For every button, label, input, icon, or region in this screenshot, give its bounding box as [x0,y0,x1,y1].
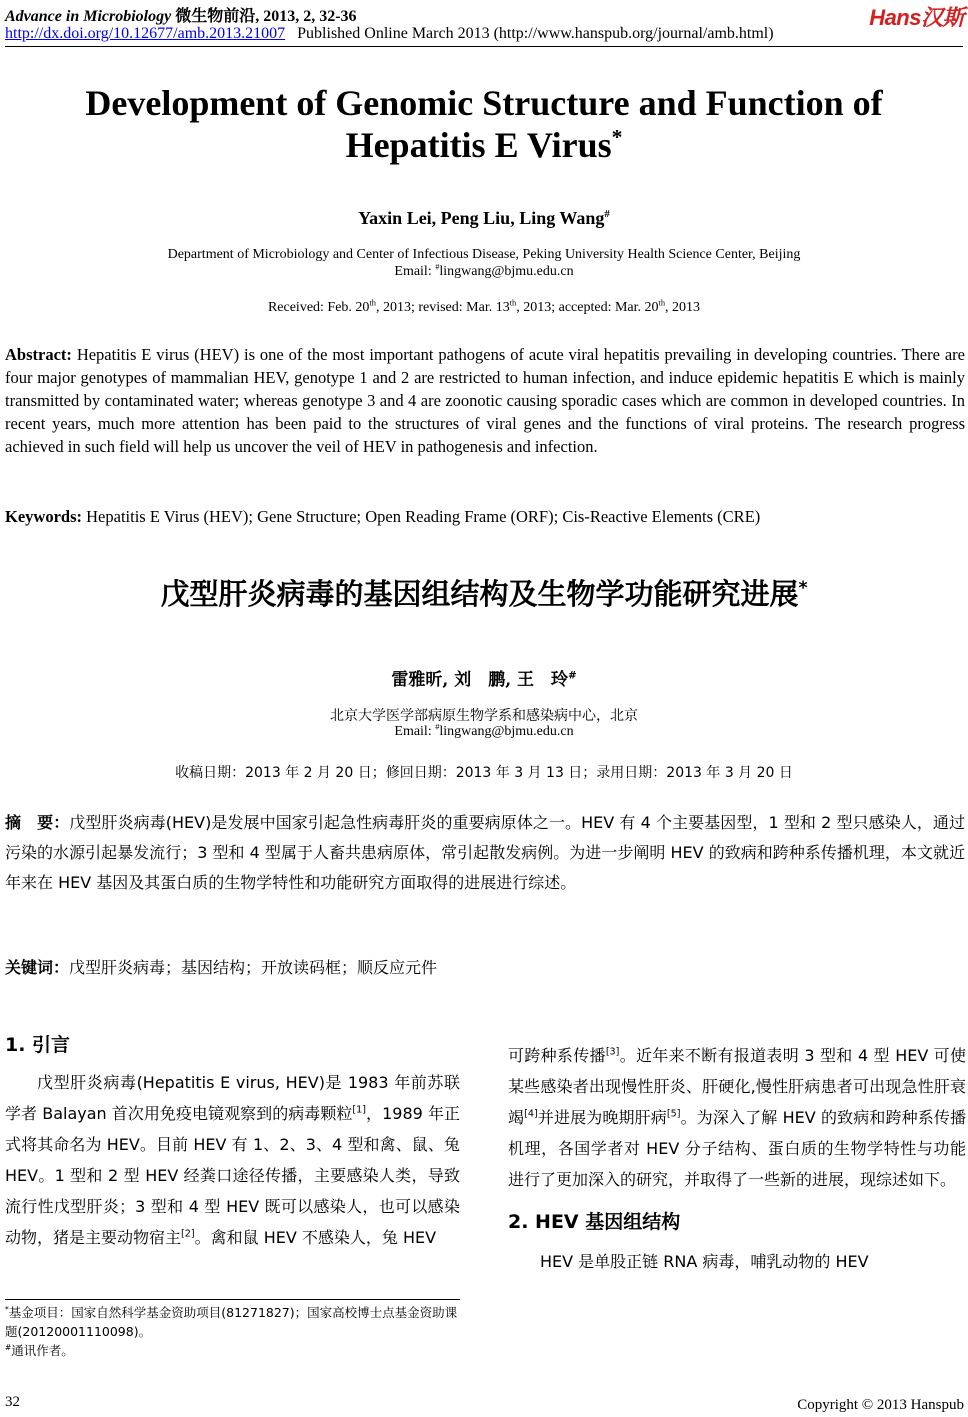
footnote-corresponding: #通讯作者。 [5,1342,74,1358]
keywords-cn-text: 戊型肝炎病毒；基因结构；开放读码框；顺反应元件 [69,958,438,977]
section-1-heading: 1. 引言 [5,1034,71,1056]
paper-title-cn: 戊型肝炎病毒的基因组结构及生物学功能研究进展* [160,577,808,611]
section-2-heading: 2. HEV 基因组结构 [508,1211,681,1233]
journal-name-cn: 微生物前沿, 2013, 2, 32-36 [175,8,357,25]
received-dates: Received: Feb. 20th, 2013; revised: Mar. 13th, 2013; accepted: Mar. 20th, 2013 [267,298,701,315]
email-line-cn: Email: #lingwang@bjmu.edu.cn [394,722,574,739]
abstract-cn-text: 戊型肝炎病毒(HEV)是发展中国家引起急性病毒肝炎的重要病原体之一。HEV 有 4 个主要基因型，1 型和 2 型只感染人，通过污染的水源引起暴发流行；3 型和 4 型属于人畜共患病原体，常引起散发病例。为进一步阐明 HEV 的致病和跨种系传播机理，本文就近年来在 HEV 基因及其蛋白质的生物学特性和功能研究方面取得的进展进行综述。 [5,813,965,892]
section-1-continued: 可跨种系传播[3]。近年来不断有报道表明 3 型和 4 型 HEV 可使某些感染者出现慢性肝炎、肝硬化,慢性肝病患者可出现急性肝衰竭[4]并进展为晚期肝病[5]。为深入了解 HEV 的致病和跨种系传播机理，各国学者对 HEV 分子结构、蛋白质的生物学特性与功能进行了更加深入的研究，并取得了一些新的进展，现综述如下。 [508,1046,966,1189]
copyright: Copyright © 2013 Hanspub [797,1397,964,1413]
abstract-label: Abstract: [5,345,72,364]
abstract-en [5,343,965,458]
published-online: Published Online March 2013 (http://www.hanspub.org/journal/amb.html) [297,25,774,42]
right-column [508,1040,966,1277]
hanspub-logo: Hans汉斯 [869,5,964,30]
paper-title [0,82,968,166]
header-rule [5,46,963,47]
affiliation-cn: 北京大学医学部病原生物学系和感染病中心，北京 [330,708,638,724]
footnotes [5,1303,460,1360]
section-1 [5,1030,460,1253]
journal-name-en: Advance in Microbiology [5,8,172,25]
title-line-2: Hepatitis E Virus* [345,125,623,165]
abstract-cn [5,808,965,898]
footnote-fund: *基金项目：国家自然科学基金资助项目(81271827)；国家高校博士点基金资助课题(20120001110098)。 [5,1304,458,1339]
footnote-rule [5,1299,460,1300]
citation-4: [4] [524,1108,538,1120]
citation-3: [3] [605,1046,620,1058]
keywords-cn-label: 关键词： [5,958,70,977]
journal-header [5,3,357,26]
section-2-paragraph: HEV 是单股正链 RNA 病毒，哺乳动物的 HEV [540,1252,869,1271]
section-1-paragraph: 戊型肝炎病毒(Hepatitis E virus, HEV)是 1983 年前苏联学者 Balayan 首次用免疫电镜观察到的病毒颗粒[1]，1989 年正式将其命名为 HEV。目前 HEV 有 1、2、3、4 型和禽、鼠、兔 HEV。1 型和 2 型 HEV 经粪口途径传播，主要感染人类，导致流行性戊型肝炎；3 型和 4 型 HEV 既可以感染人，也可以感染动物，猪是主要动物宿主[2]。禽和鼠 HEV 不感染人，兔 HEV [5,1073,460,1247]
email-address: lingwang@bjmu.edu.cn [439,264,574,279]
affiliation: Department of Microbiology and Center of Infectious Disease, Peking University Health Science Center, Beijing [167,247,801,262]
page-number: 32 [5,1394,20,1410]
keywords-label: Keywords: [5,507,82,526]
citation-1: [1] [352,1104,367,1116]
doi-link[interactable]: http://dx.doi.org/10.12677/amb.2013.21007 [5,25,286,42]
authors: Yaxin Lei, Peng Liu, Ling Wang# [358,208,610,228]
email-line: Email: #lingwang@bjmu.edu.cn [394,262,574,279]
abstract-cn-label: 摘 要： [5,813,70,832]
title-line-1: Development of Genomic Structure and Function of [85,83,883,123]
keywords-en [5,505,965,528]
received-dates-cn: 收稿日期：2013 年 2 月 20 日；修回日期：2013 年 3 月 13 日；录用日期：2013 年 3 月 20 日 [175,765,793,781]
citation-5: [5] [666,1108,681,1120]
authors-cn: 雷雅昕, 刘 鹏, 王 玲# [391,669,577,690]
citation-2: [2] [181,1228,195,1240]
abstract-text: Hepatitis E virus (HEV) is one of the most important pathogens of acute viral hepatitis prevailing in developing countries. There are four major genotypes of mammalian HEV, genotype 1 and 2 are restricted to human infection, and induce epidemic hepatitis E which is mainly transmitted by contaminated water; whereas genotype 3 and 4 are zoonotic causing sporadic cases which are common in developed countries. In recent years, much more attention has been paid to the structures of viral genes and the functions of viral proteins. The research progress achieved in such field will help us uncover the veil of HEV in pathogenesis and infection. [5,345,965,456]
keywords-cn [5,955,965,978]
doi-line [5,25,774,43]
keywords-text: Hepatitis E Virus (HEV); Gene Structure; Open Reading Frame (ORF); Cis-Reactive Elements (CRE) [86,507,761,526]
